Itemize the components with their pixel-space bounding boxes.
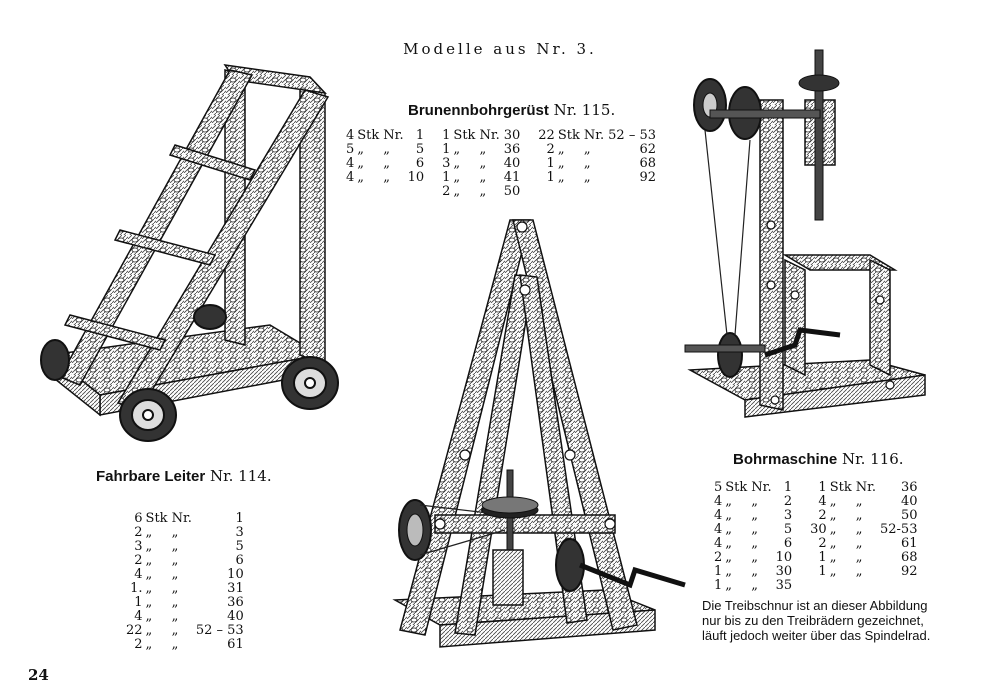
part-unit: „ <box>725 494 733 509</box>
part-nr-label: Nr. <box>479 128 500 143</box>
part-nr-label: „ <box>171 609 179 624</box>
part-unit: „ <box>453 184 461 199</box>
parts-row <box>126 512 247 526</box>
part-unit: „ <box>453 170 461 185</box>
parts-row <box>126 638 247 652</box>
part-nr-label: Nr. <box>751 480 772 495</box>
column-gap <box>795 537 810 551</box>
part-nr-label <box>584 185 608 199</box>
part-number: 10 <box>227 567 244 582</box>
part-number: 36 <box>503 142 521 157</box>
part-nr-label: „ <box>171 581 179 596</box>
part-unit: Stk <box>145 511 168 526</box>
part-number: 6 <box>783 536 793 551</box>
parts-row <box>126 568 247 582</box>
part-unit: Stk <box>557 128 580 143</box>
part-nr-label: „ <box>583 142 591 157</box>
part-unit: „ <box>145 609 153 624</box>
part-number <box>408 185 428 199</box>
part-count: 1 <box>546 156 555 171</box>
parts-row <box>126 554 247 568</box>
parts-row <box>346 143 659 157</box>
part-unit: „ <box>145 581 153 596</box>
part-unit: „ <box>725 536 733 551</box>
part-nr-label: Nr. <box>583 128 605 143</box>
part-number: 40 <box>900 494 918 509</box>
part-unit: „ <box>145 595 153 610</box>
part-unit: „ <box>453 156 461 171</box>
part-unit: „ <box>453 142 461 157</box>
part-nr-label: „ <box>751 578 759 593</box>
part-number: 5 <box>235 539 244 554</box>
part-number: 36 <box>900 480 918 495</box>
part-count: 1 <box>714 578 723 593</box>
part-number: 1 <box>783 480 793 495</box>
note-line: nur bis zu den Treibrädern gezeichnet, <box>702 613 924 628</box>
part-count: 3 <box>134 539 143 554</box>
part-number: 61 <box>900 536 918 551</box>
parts-row <box>126 582 247 596</box>
part-count: 3 <box>442 156 451 171</box>
part-count <box>538 185 558 199</box>
column-gap <box>523 185 538 199</box>
parts-row <box>126 540 247 554</box>
part-number: 41 <box>503 170 521 185</box>
part-nr-label: „ <box>479 170 487 185</box>
parts-row <box>714 579 920 593</box>
part-unit: „ <box>557 156 565 171</box>
column-gap <box>427 171 442 185</box>
part-unit: „ <box>725 564 733 579</box>
part-number: 30 <box>503 128 521 143</box>
part-number: 62 <box>639 142 656 157</box>
parts-row <box>714 537 920 551</box>
part-number: 52 – 53 <box>195 623 244 638</box>
part-nr-label: „ <box>751 494 759 509</box>
parts-row <box>346 171 659 185</box>
part-unit: „ <box>725 550 733 565</box>
part-nr-label: „ <box>855 494 863 509</box>
parts-row <box>714 523 920 537</box>
column-gap <box>795 509 810 523</box>
column-gap <box>427 185 442 199</box>
part-unit <box>357 185 383 199</box>
part-number <box>880 579 920 593</box>
part-count: 2 <box>134 525 143 540</box>
part-unit: „ <box>725 522 733 537</box>
part-count: 1 <box>818 550 827 565</box>
part-number: 40 <box>227 609 244 624</box>
part-nr-label: „ <box>479 142 487 157</box>
column-gap <box>795 551 810 565</box>
model-114-title <box>96 467 272 485</box>
part-nr-label: „ <box>171 539 179 554</box>
part-count: 1 <box>442 170 451 185</box>
part-nr-label: „ <box>751 522 759 537</box>
part-number: 30 <box>775 564 793 579</box>
parts-row <box>126 596 247 610</box>
note-line: Die Treibschnur ist an dieser Abbildung <box>702 598 928 613</box>
part-nr-label: „ <box>171 595 179 610</box>
model-114-number: Nr. 114. <box>210 467 272 485</box>
part-unit: „ <box>557 142 565 157</box>
part-nr-label: „ <box>751 508 759 523</box>
part-unit: „ <box>145 567 153 582</box>
model-116-name: Bohrmaschine <box>733 451 838 468</box>
model-115-parts-table <box>346 129 659 199</box>
part-number: 50 <box>503 184 521 199</box>
part-nr-label: „ <box>171 637 179 652</box>
part-count: 4 <box>818 494 827 509</box>
column-gap <box>523 129 538 143</box>
part-nr-label: „ <box>383 170 391 185</box>
part-number: 92 <box>900 564 918 579</box>
part-number: 3 <box>783 508 793 523</box>
part-count: 1 <box>134 595 143 610</box>
column-gap <box>795 579 810 593</box>
part-unit: „ <box>357 142 365 157</box>
part-count: 1 <box>442 128 451 143</box>
part-unit: „ <box>145 553 153 568</box>
parts-row <box>714 551 920 565</box>
part-nr-label: „ <box>383 142 391 157</box>
part-number: 1 <box>235 511 244 526</box>
part-number: 68 <box>639 156 656 171</box>
column-gap <box>523 143 538 157</box>
part-number: 3 <box>235 525 244 540</box>
part-unit: „ <box>357 170 365 185</box>
part-unit: „ <box>725 578 733 593</box>
part-count: 1 <box>442 142 451 157</box>
part-unit: „ <box>829 536 837 551</box>
parts-row <box>714 565 920 579</box>
part-nr-label: „ <box>171 525 179 540</box>
part-count: 4 <box>346 156 355 171</box>
part-count: 6 <box>134 511 143 526</box>
part-number: 2 <box>783 494 793 509</box>
part-nr-label: „ <box>855 564 863 579</box>
column-gap <box>795 495 810 509</box>
part-unit: „ <box>829 564 837 579</box>
column-gap <box>795 481 810 495</box>
part-nr-label: „ <box>479 184 487 199</box>
part-unit: „ <box>829 508 837 523</box>
part-unit: „ <box>145 539 153 554</box>
part-nr-label: „ <box>751 550 759 565</box>
part-unit: „ <box>145 525 153 540</box>
page-number: 24 <box>28 666 49 684</box>
part-number: 92 <box>639 170 656 185</box>
part-count: 4 <box>714 494 723 509</box>
column-gap <box>427 143 442 157</box>
part-unit: Stk <box>725 480 748 495</box>
parts-row <box>346 129 659 143</box>
part-count: 4 <box>346 170 355 185</box>
part-number: 10 <box>407 170 425 185</box>
part-nr-label: Nr. <box>855 480 876 495</box>
part-number: 52 – 53 <box>608 128 656 143</box>
part-unit <box>558 185 584 199</box>
parts-row <box>346 157 659 171</box>
column-gap <box>427 129 442 143</box>
part-unit: „ <box>357 156 365 171</box>
part-number: 5 <box>783 522 793 537</box>
part-number: 40 <box>503 156 521 171</box>
parts-row <box>714 509 920 523</box>
model-116-title <box>733 450 904 468</box>
part-count: 22 <box>126 623 143 638</box>
part-nr-label <box>856 579 880 593</box>
part-unit <box>830 579 856 593</box>
part-unit: Stk <box>453 128 476 143</box>
parts-row <box>126 526 247 540</box>
part-number: 6 <box>235 553 244 568</box>
part-count: 1. <box>130 581 143 596</box>
model-115-name: Brunennbohrgerüst <box>408 102 549 119</box>
part-unit: „ <box>725 508 733 523</box>
column-gap <box>523 171 538 185</box>
model-116-parts-table <box>714 481 920 593</box>
part-count: 30 <box>810 522 827 537</box>
model-116-number: Nr. 116. <box>841 450 904 468</box>
part-count: 2 <box>818 508 827 523</box>
part-number <box>608 185 659 199</box>
part-count: 2 <box>818 536 827 551</box>
part-unit: „ <box>829 494 837 509</box>
model-114-name: Fahrbare Leiter <box>96 468 206 485</box>
part-count: 4 <box>714 508 723 523</box>
part-nr-label: „ <box>479 156 487 171</box>
part-count: 4 <box>714 522 723 537</box>
part-unit: „ <box>145 623 153 638</box>
part-count: 5 <box>714 480 723 495</box>
part-number: 68 <box>900 550 918 565</box>
part-nr-label: Nr. <box>383 128 404 143</box>
part-unit: „ <box>557 170 565 185</box>
part-nr-label: „ <box>583 170 591 185</box>
model-116-note <box>702 598 962 643</box>
part-count: 4 <box>346 128 355 143</box>
part-number: 36 <box>227 595 244 610</box>
part-nr-label: „ <box>855 522 863 537</box>
part-number: 52-53 <box>880 522 918 537</box>
parts-row <box>126 624 247 638</box>
part-number: 6 <box>415 156 425 171</box>
part-count: 2 <box>134 637 143 652</box>
part-nr-label: Nr. <box>171 511 192 526</box>
drilling-rig-illustration <box>365 215 695 655</box>
part-count: 4 <box>714 536 723 551</box>
part-unit: Stk <box>829 480 852 495</box>
part-count: 1 <box>714 564 723 579</box>
part-count: 2 <box>134 553 143 568</box>
part-number: 31 <box>227 581 244 596</box>
column-gap <box>523 157 538 171</box>
part-nr-label: „ <box>583 156 591 171</box>
part-count: 5 <box>346 142 355 157</box>
part-count: 1 <box>546 170 555 185</box>
part-nr-label: „ <box>751 564 759 579</box>
part-nr-label <box>383 185 407 199</box>
part-number: 1 <box>415 128 425 143</box>
part-nr-label: „ <box>171 567 179 582</box>
part-count: 2 <box>714 550 723 565</box>
part-number: 35 <box>775 578 793 593</box>
column-gap <box>795 565 810 579</box>
part-unit: Stk <box>357 128 380 143</box>
part-count: 4 <box>134 609 143 624</box>
parts-row <box>714 495 920 509</box>
part-number: 5 <box>415 142 425 157</box>
part-nr-label: „ <box>855 508 863 523</box>
part-count: 2 <box>546 142 555 157</box>
part-count: 1 <box>818 480 827 495</box>
part-count: 4 <box>134 567 143 582</box>
part-count: 1 <box>818 564 827 579</box>
part-nr-label: „ <box>383 156 391 171</box>
model-115-title <box>408 101 615 119</box>
column-gap <box>795 523 810 537</box>
part-nr-label: „ <box>855 536 863 551</box>
parts-row <box>714 481 920 495</box>
page-title: Modelle aus Nr. 3. <box>403 40 597 58</box>
part-unit: „ <box>829 550 837 565</box>
part-number: 61 <box>227 637 244 652</box>
part-nr-label: „ <box>751 536 759 551</box>
part-count: 22 <box>538 128 555 143</box>
part-unit: „ <box>145 637 153 652</box>
part-nr-label: „ <box>855 550 863 565</box>
part-nr-label: „ <box>171 553 179 568</box>
part-number: 10 <box>775 550 793 565</box>
parts-row <box>126 610 247 624</box>
part-unit: „ <box>829 522 837 537</box>
note-line: läuft jedoch weiter über das Spindelrad. <box>702 628 931 643</box>
mobile-ladder-illustration <box>30 55 350 445</box>
drill-press-illustration <box>675 45 940 425</box>
parts-row <box>346 185 659 199</box>
model-115-number: Nr. 115. <box>553 101 616 119</box>
part-number: 50 <box>900 508 918 523</box>
model-114-parts-table <box>126 512 247 652</box>
part-count: 2 <box>442 184 451 199</box>
column-gap <box>427 157 442 171</box>
part-count <box>810 579 830 593</box>
part-nr-label: „ <box>171 623 179 638</box>
